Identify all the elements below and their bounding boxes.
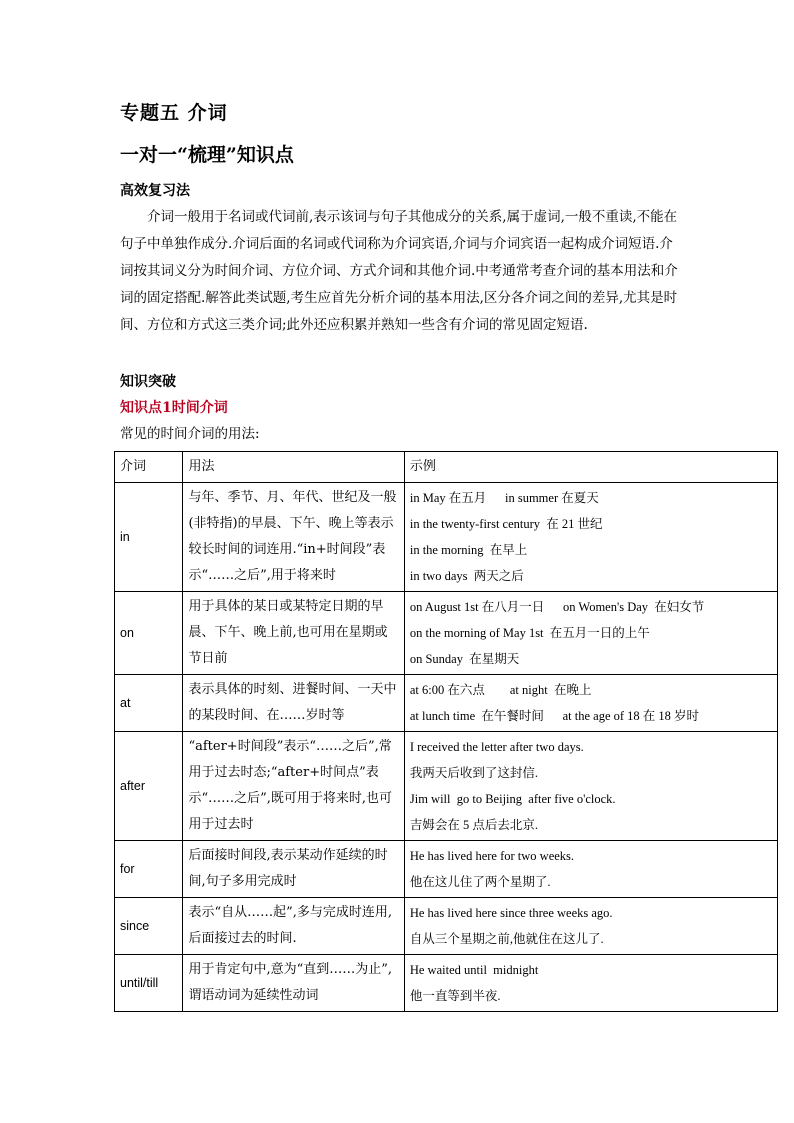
example-line: He has lived here since three weeks ago. [409,906,613,920]
examples-cell [404,898,777,955]
header-examples: 示例 [404,452,777,483]
preposition-cell: in [115,483,183,592]
table-header-row [115,452,778,483]
preposition-cell: since [115,898,183,955]
preposition-cell: after [115,732,183,841]
example-line: 自从三个星期之前,他就住在这儿了. [409,932,604,946]
table-row [115,732,778,841]
preposition-cell: at [115,675,183,732]
example-line: Jim will go to Beijing after five o'clock. [409,792,616,806]
example-line: 吉姆会在 5 点后去北京. [409,818,538,832]
preposition-cell: until/till [115,955,183,1012]
prepositions-table [114,451,778,1012]
table-row [115,955,778,1012]
example-line: 他在这儿住了两个星期了. [409,875,551,889]
example-line: in two days 两天之后 [409,569,524,583]
example-line: in May 在五月 in summer 在夏天 [409,491,599,505]
usage-cell: 表示“自从……起”,多与完成时连用,后面接过去的时间. [183,898,404,955]
example-line: 他一直等到半夜. [409,989,501,1003]
example-line: He has lived here for two weeks. [409,849,575,863]
header-preposition: 介词 [115,452,183,483]
table-row [115,483,778,592]
example-line: on Sunday 在星期天 [409,652,520,666]
page-subtitle: 一对一“梳理”知识点 [120,144,294,166]
example-line: 我两天后收到了这封信. [409,766,538,780]
header-usage: 用法 [183,452,404,483]
example-line: at 6:00 在六点 at night 在晚上 [409,683,592,697]
examples-cell [404,675,777,732]
usage-cell: 与年、季节、月、年代、世纪及一般(非特指)的早晨、下午、晚上等表示较长时间的词连用.“in+时间段”表示“……之后”,用于将来时 [183,483,404,592]
table-row [115,592,778,675]
usage-cell: 用于肯定句中,意为“直到……为止”,谓语动词为延续性动词 [183,955,404,1012]
usage-cell: 表示具体的时刻、进餐时间、一天中的某段时间、在……岁时等 [183,675,404,732]
usage-cell: “after+时间段”表示“……之后”,常用于过去时态;“after+时间点”表示“……之后”,既可用于将来时,也可用于过去时 [183,732,404,841]
usage-cell: 用于具体的某日或某特定日期的早晨、下午、晚上前,也可用在星期或节日前 [183,592,404,675]
examples-cell [404,955,777,1012]
example-line: in the twenty-first century 在 21 世纪 [409,517,603,531]
example-line: on August 1st 在八月一日 on Women's Day 在妇女节 [409,600,705,614]
point-heading: 知识点1时间介词 [120,400,228,416]
example-line: He waited until midnight [409,963,539,977]
example-line: on the morning of May 1st 在五月一日的上午 [409,626,650,640]
intro-paragraph [120,204,680,339]
table-row [115,675,778,732]
table-row [115,898,778,955]
examples-cell [404,732,777,841]
examples-cell [404,841,777,898]
usage-cell: 后面接时间段,表示某动作延续的时间,句子多用完成时 [183,841,404,898]
page-title: 专题五 介词 [120,102,228,124]
table-lead: 常见的时间介词的用法: [120,426,260,442]
example-line: at lunch time 在午餐时间 at the age of 18 在 18 岁时 [409,709,700,723]
section-heading-review: 高效复习法 [120,183,190,199]
example-line: I received the letter after two days. [409,740,584,754]
preposition-cell: on [115,592,183,675]
intro-text: 介词一般用于名词或代词前,表示该词与句子其他成分的关系,属于虚词,一般不重读,不能在句子中单独作成分.介词后面的名词或代词称为介词宾语,介词与介词宾语一起构成介词短语.介词按其词义分为时间介词、方位介词、方式介词和其他介词.中考通常考查介词的基本用法和介词的固定搭配.解答此类试题,考生应首先分析介词的基本用法,区分各介词之间的差异,尤其是时间、方位和方式这三类介词;此外还应积累并熟知一些含有介词的常见固定短语. [120,209,678,333]
example-line: in the morning 在早上 [409,543,528,557]
preposition-cell: for [115,841,183,898]
examples-cell [404,592,777,675]
examples-cell [404,483,777,592]
table-row [115,841,778,898]
section-heading-knowledge: 知识突破 [120,374,176,390]
